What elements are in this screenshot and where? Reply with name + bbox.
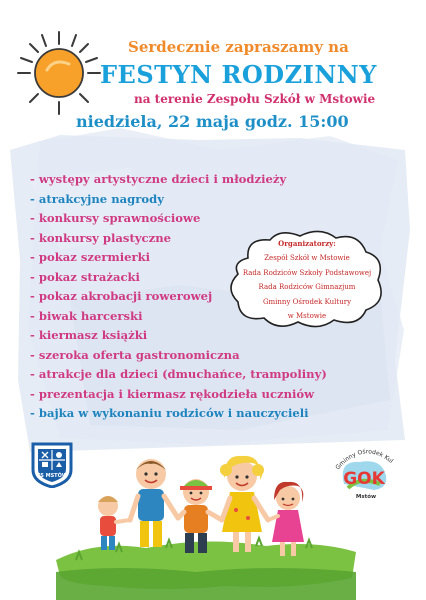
school-logo-label: ZS MSTÓW [36,473,68,479]
event-location: na terenie Zespołu Szkół w Mstowie [134,92,376,106]
list-item: - atrakcje dla dzieci (dmuchańce, trampoliny) [30,367,327,381]
list-item: - konkursy plastyczne [30,230,172,245]
sun-icon [14,28,104,118]
organizer-line: Zespół Szkół w Mstowie [264,254,350,263]
list-item: - konkursy sprawnościowe [30,211,201,225]
invitation-text: Serdecznie zapraszamy na [128,38,349,56]
gok-main-text: GOK [343,469,385,489]
list-item: - bajka w wykonaniu rodziców i nauczycieli [30,406,309,420]
list-item: - szeroka oferta gastronomiczna [30,347,240,362]
organizer-line: w Mstowie [287,312,327,321]
organizers-title: Organizatorzy: [278,239,336,248]
list-item: - prezentacja i kiermasz rękodzieła uczniów [30,386,315,401]
organizer-line: Gminny Ośrodek Kultury [262,297,352,306]
gok-arc-text: Gminny Ośrodek Kul [334,448,395,472]
list-item: - pokaz strażacki [30,269,140,284]
organizers-box [236,237,378,323]
list-item: - pokaz szermierki [30,250,151,264]
gok-bottom-text: Mstów [355,494,377,500]
event-date: niedziela, 22 maja godz. 15:00 [76,112,349,131]
list-item: - biwak harcerski [30,308,143,323]
organizer-line: Rada Rodziców Gimnazjum [258,283,356,292]
list-item: - kiermasz książki [30,328,148,342]
list-item: - występy artystyczne dzieci i młodzieży [30,172,287,186]
list-item: - pokaz akrobacji rowerowej [30,289,213,303]
children-illustration [56,440,356,600]
organizer-line: Rada Rodziców Szkoły Podstawowej [242,268,372,277]
list-item: - atrakcyjne nagrody [30,191,164,206]
event-title: FESTYN RODZINNY [100,60,377,89]
